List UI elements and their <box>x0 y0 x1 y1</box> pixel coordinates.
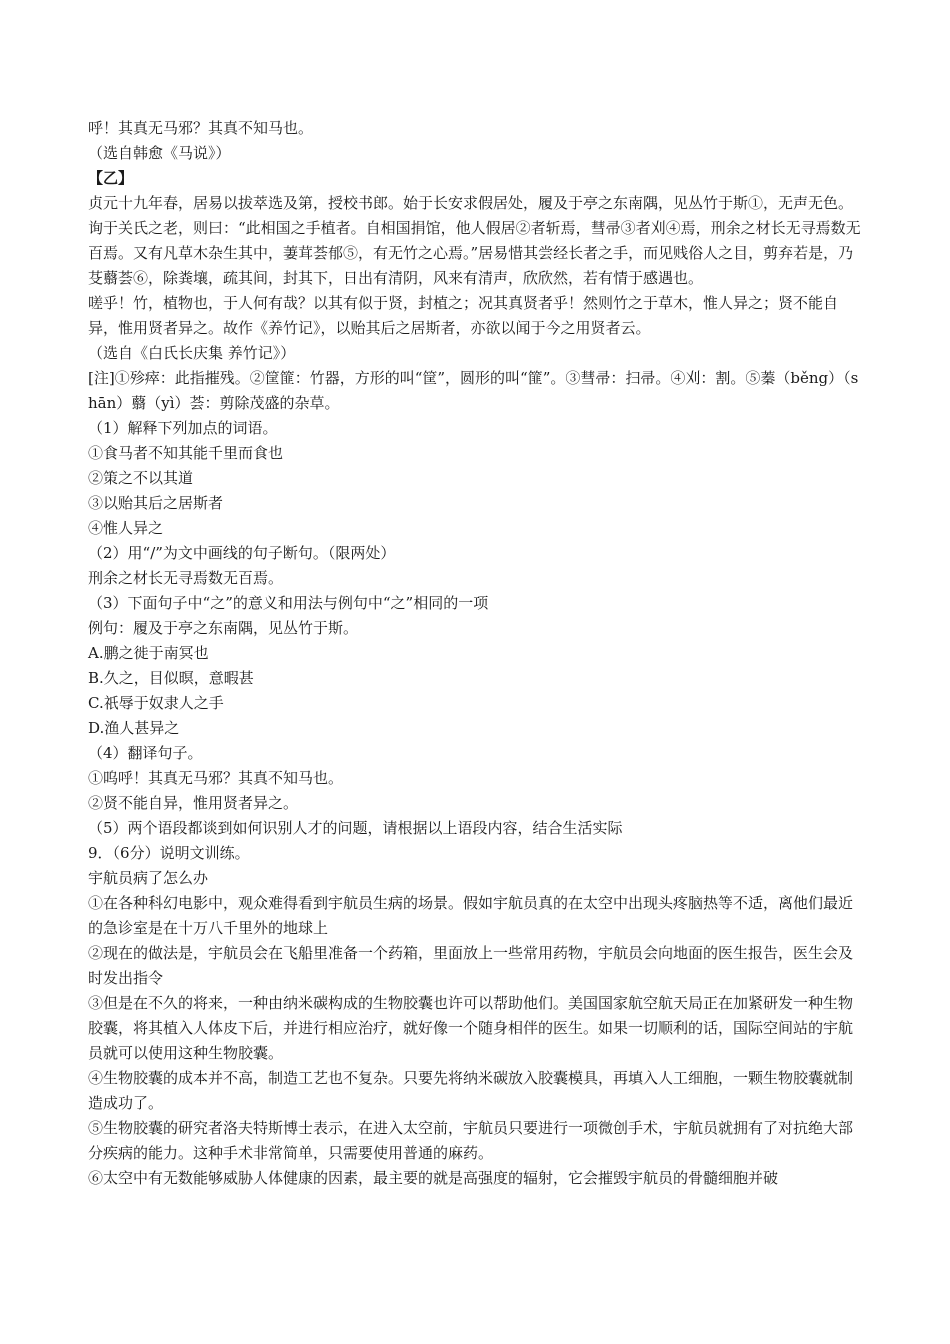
question-2: （2）用“/”为文中画线的句子断句。（限两处） <box>88 544 396 562</box>
question-3-example: 例句：履及于亭之东南隅，见丛竹于斯。 <box>88 619 359 637</box>
option-d: D.渔人甚异之 <box>88 719 180 737</box>
article-title: 宇航员病了怎么办 <box>88 869 209 887</box>
passage-yi-paragraph-1: 贞元十九年春，居易以拔萃选及第，授校书郎。始于长安求假居处，履及于亭之东南隅，见丛竹于斯①，无声无色。询于关氏之老，则曰：“此相国之手植者。自相国捐馆，他人假居②者斩焉，彗帚③者刈④焉，刑余之材长无寻焉数无百焉。又有凡草木杂生其中，萋茸荟郁⑤，有无竹之心焉。”居易惜其尝经长者之手，而见贱俗人之目，剪弃若是，乃芟蘙荟⑥，除粪壤，疏其间，封其下，日出有清阴，风来有清声，欣欣然，若有情于感遇也。 <box>88 194 861 287</box>
question-4: （4）翻译句子。 <box>88 744 203 762</box>
question-1: （1）解释下列加点的词语。 <box>88 419 278 437</box>
question-1-item-2: ②策之不以其道 <box>88 469 194 487</box>
source-citation-jia: （选自韩愈《马说》） <box>88 144 231 162</box>
option-c: C.祇辱于奴隶人之手 <box>88 694 224 712</box>
article-paragraph-1: ①在各种科幻电影中，观众难得看到宇航员生病的场景。假如宇航员真的在太空中出现头疼脑热等不适，离他们最近的急诊室是在十万八千里外的地球上 <box>88 894 854 937</box>
question-1-item-1: ①食马者不知其能千里而食也 <box>88 444 284 462</box>
question-4-item-2: ②贤不能自异，惟用贤者异之。 <box>88 794 299 812</box>
source-citation-yi: （选自《白氏长庆集 养竹记》） <box>88 344 296 362</box>
document-page <box>88 116 864 1191</box>
article-paragraph-4: ④生物胶囊的成本并不高，制造工艺也不复杂。只要先将纳米碳放入胶囊模具，再填入人工细胞，一颗生物胶囊就制造成功了。 <box>88 1069 854 1112</box>
annotation-notes: [注]①殄瘁：此指摧残。②筐篚：竹器，方形的叫“筐”，圆形的叫“篚”。③彗帚：扫帚。④刈：割。⑤蓁（běng）（shān）蘙（yì）荟：剪除茂盛的杂草。 <box>88 369 859 412</box>
passage-yi-paragraph-2: 嗟乎！竹，植物也，于人何有哉？以其有似于贤，封植之；况其真贤者乎！然则竹之于草木，惟人异之；贤不能自异，惟用贤者异之。故作《养竹记》，以贻其后之居斯者，亦欲以闻于今之用贤者云。 <box>88 294 839 337</box>
question-1-item-4: ④惟人异之 <box>88 519 164 537</box>
question-2-sentence: 刑余之材长无寻焉数无百焉。 <box>88 569 284 587</box>
option-a: A.鹏之徙于南冥也 <box>88 644 209 662</box>
question-4-item-1: ①呜呼！其真无马邪？其真不知马也。 <box>88 769 344 787</box>
article-paragraph-5: ⑤生物胶囊的研究者洛夫特斯博士表示，在进入太空前，宇航员只要进行一项微创手术，宇航员就拥有了对抗绝大部分疾病的能力。这种手术非常简单，只需要使用普通的麻药。 <box>88 1119 854 1162</box>
text-line-passage-end: 呼！其真无马邪？其真不知马也。 <box>88 119 314 137</box>
question-1-item-3: ③以贻其后之居斯者 <box>88 494 224 512</box>
article-paragraph-2: ②现在的做法是，宇航员会在飞船里准备一个药箱，里面放上一些常用药物，宇航员会向地面的医生报告，医生会及时发出指令 <box>88 944 854 987</box>
option-b: B.久之，目似暝，意暇甚 <box>88 669 254 687</box>
article-paragraph-3: ③但是在不久的将来，一种由纳米碳构成的生物胶囊也许可以帮助他们。美国国家航空航天局正在加紧研发一种生物胶囊，将其植入人体皮下后，并进行相应治疗，就好像一个随身相伴的医生。如果一切顺利的话，国际空间站的宇航员就可以使用这种生物胶囊。 <box>88 994 854 1062</box>
question-9-heading: 9．（6分）说明文训练。 <box>88 844 250 862</box>
article-paragraph-6: ⑥太空中有无数能够威胁人体健康的因素，最主要的就是高强度的辐射，它会摧毁宇航员的骨髓细胞并破 <box>88 1169 779 1187</box>
section-heading-yi: 【乙】 <box>88 169 134 187</box>
question-5: （5）两个语段都谈到如何识别人才的问题，请根据以上语段内容，结合生活实际 <box>88 819 623 837</box>
question-3: （3）下面句子中“之”的意义和用法与例句中“之”相同的一项 <box>88 594 489 612</box>
